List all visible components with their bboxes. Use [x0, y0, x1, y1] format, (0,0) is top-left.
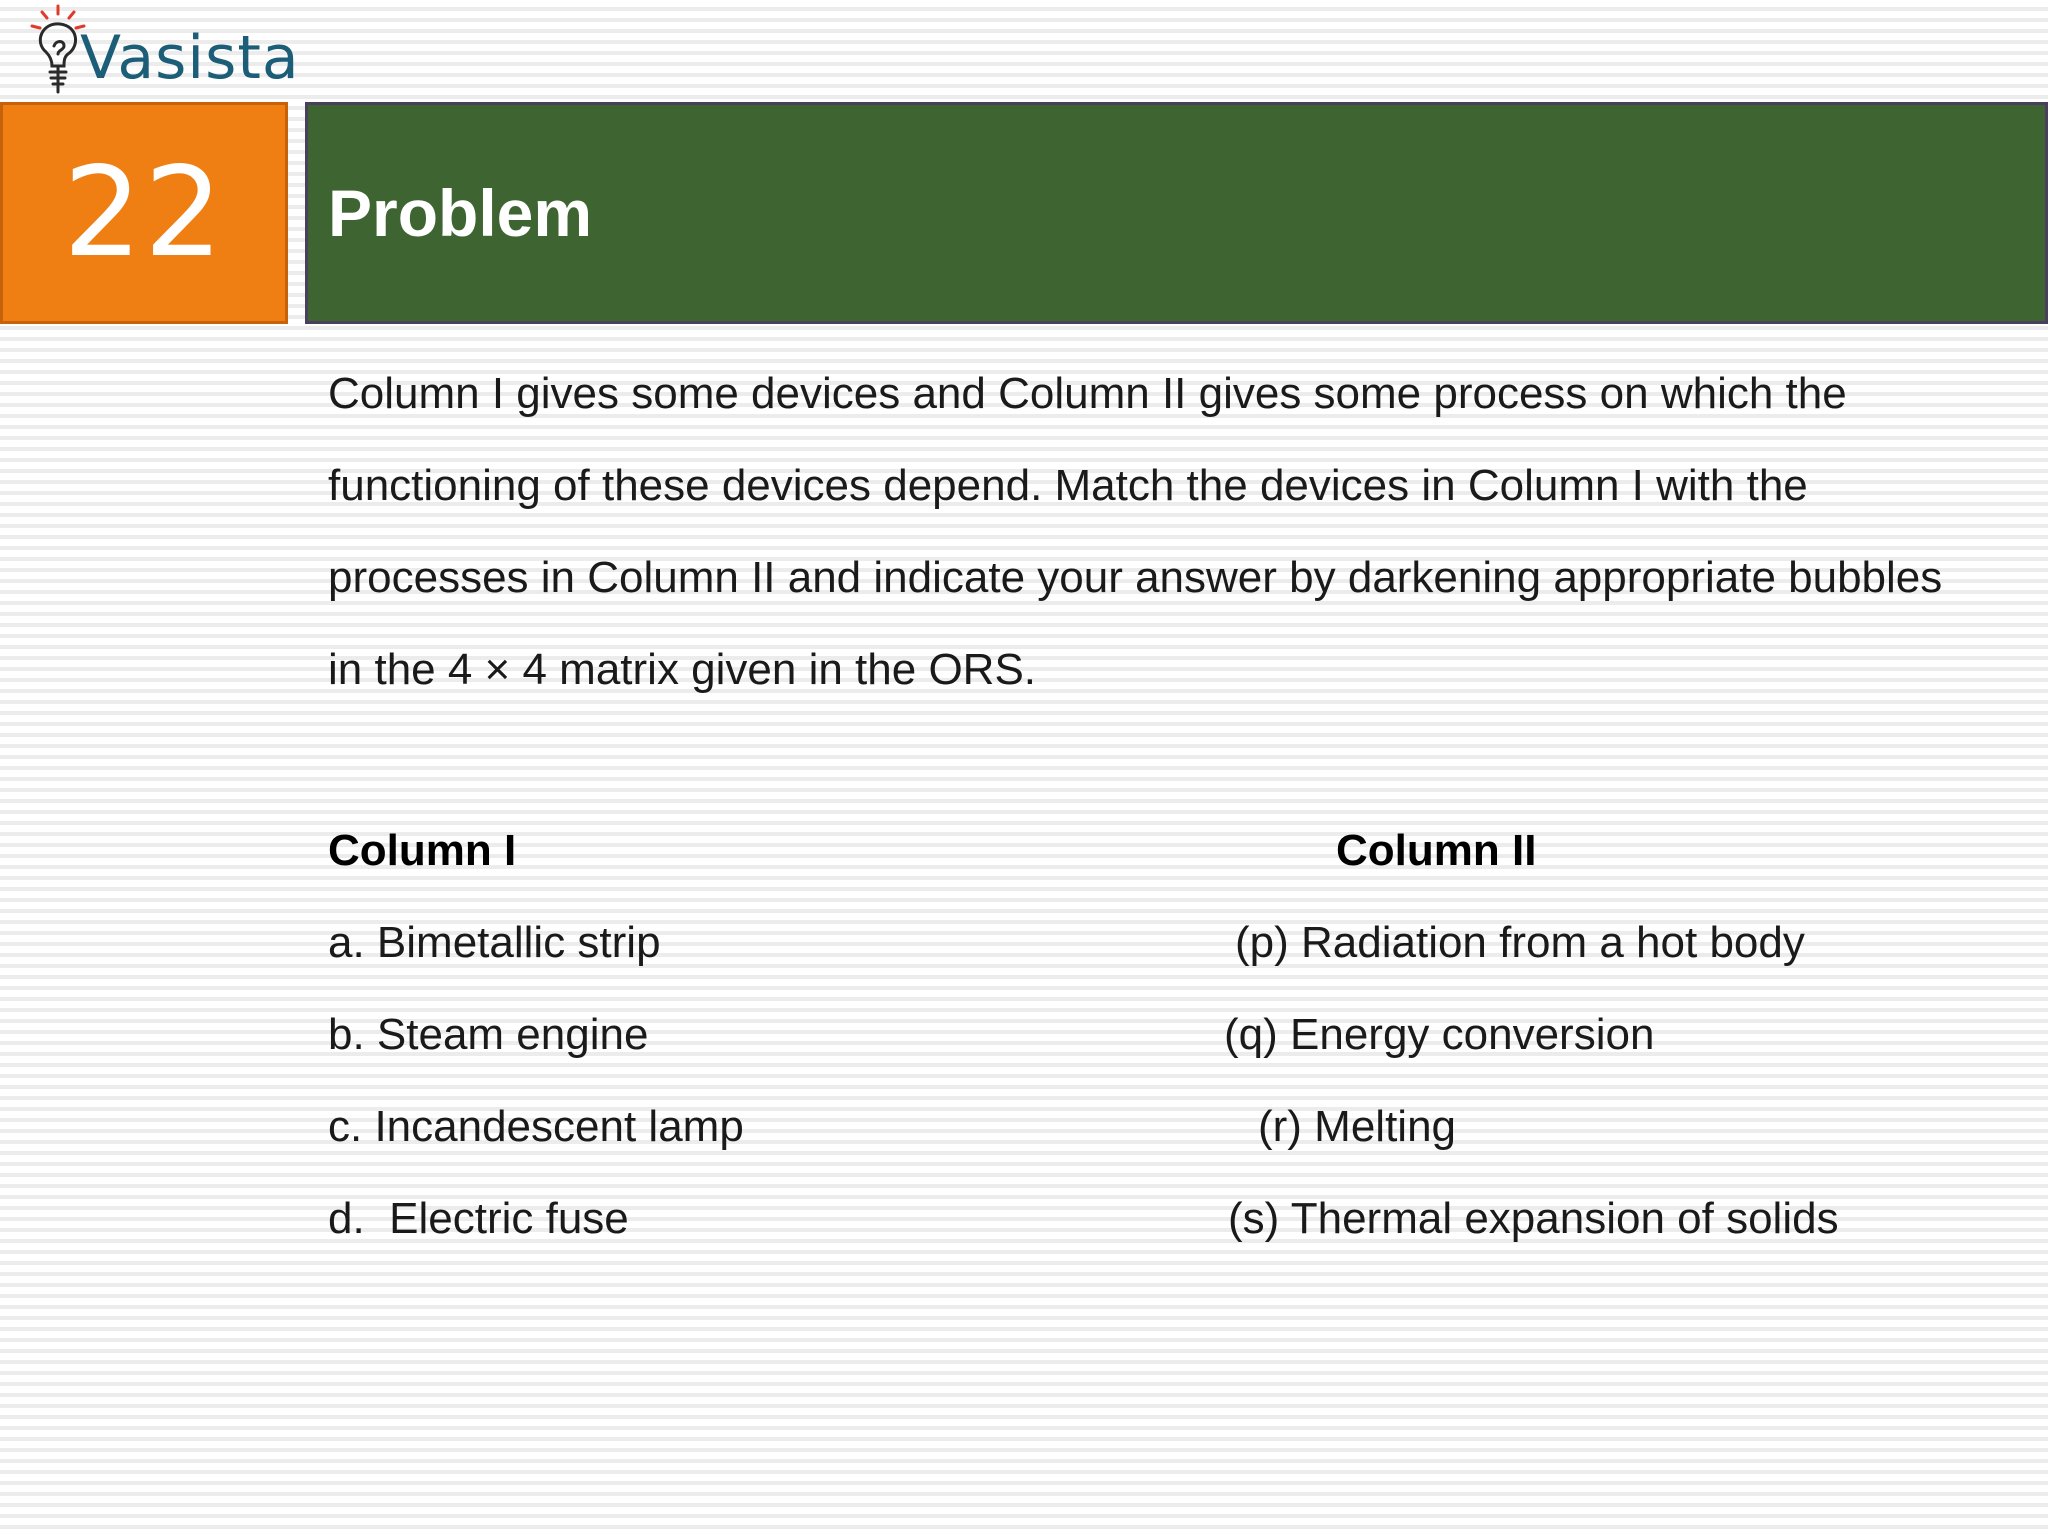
column-2-item-p: (p) Radiation from a hot body — [1235, 918, 1805, 967]
slide-number: 22 — [63, 141, 225, 285]
slide-title: Problem — [328, 176, 593, 250]
logo-wordmark: Vasista — [80, 23, 300, 93]
column-2-header: Column II — [1336, 826, 1537, 875]
column-1-item-d: d. Electric fuse — [328, 1194, 629, 1243]
column-1-item-c: c. Incandescent lamp — [328, 1102, 744, 1151]
slide-number-box — [0, 102, 288, 324]
column-1-header: Column I — [328, 826, 517, 875]
problem-statement: Column I gives some devices and Column II gives some process on which the functioning of these devices depend. Match the devices in Column I with the processes in Column II and indicate your answer by darkening appropriate bubbles in the 4 × 4 matrix given in the ORS. — [328, 369, 1943, 694]
column-2-item-q: (q) Energy conversion — [1224, 1010, 1655, 1059]
title-bar — [305, 102, 2048, 324]
column-1-item-a: a. Bimetallic strip — [328, 918, 661, 967]
column-2-item-s: (s) Thermal expansion of solids — [1228, 1194, 1839, 1243]
column-2-item-r: (r) Melting — [1258, 1102, 1457, 1151]
column-1-item-b: b. Steam engine — [328, 1010, 649, 1059]
vasista-logo — [20, 2, 300, 98]
